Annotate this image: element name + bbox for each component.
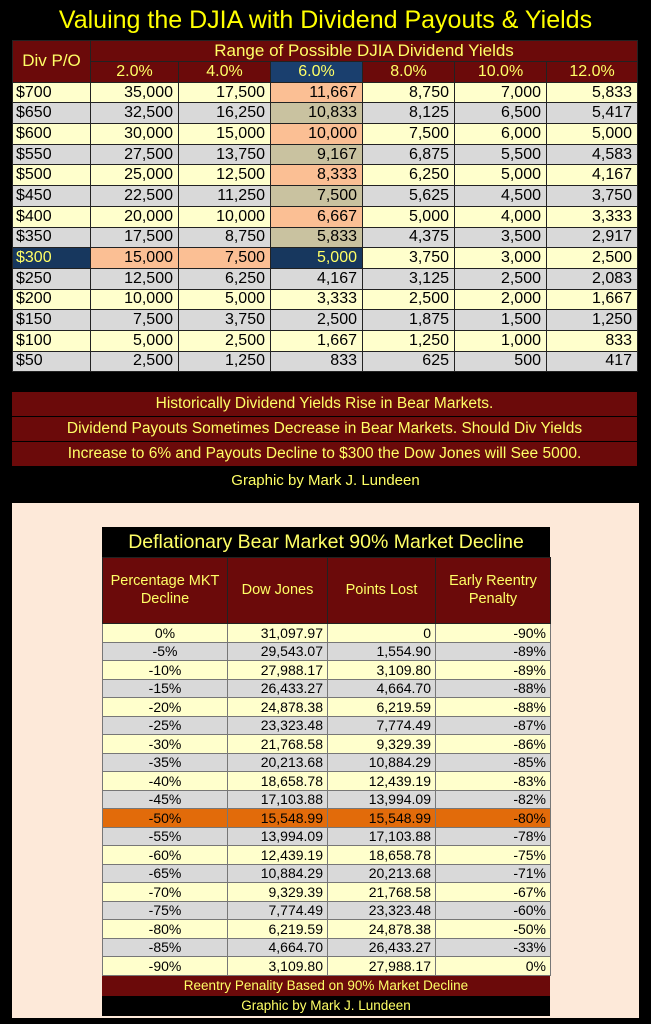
table-row [13,165,638,186]
value-cell: 21,768.58 [328,883,436,902]
table-row [103,938,551,957]
payout-cell: $300 [13,248,91,269]
value-cell: 31,097.97 [228,624,328,643]
value-cell: 5,000 [271,248,363,269]
yield-column-header: 10.0% [455,62,547,83]
table-row [13,103,638,124]
value-cell: 15,000 [179,124,271,145]
column-header: Points Lost [328,558,436,624]
value-cell: 4,167 [547,165,638,186]
value-cell: -89% [436,642,551,661]
value-cell: 2,500 [91,351,179,372]
value-cell: 2,500 [179,330,271,351]
value-cell: 18,658.78 [228,772,328,791]
value-cell: 3,109.80 [328,661,436,680]
value-cell: 4,375 [363,227,455,248]
value-cell: 10,833 [271,103,363,124]
value-cell: 5,000 [547,124,638,145]
value-cell: -40% [103,772,228,791]
value-cell: 5,000 [455,165,547,186]
value-cell: -90% [103,957,228,976]
table-row [13,124,638,145]
value-cell: 5,000 [179,289,271,310]
value-cell: -45% [103,790,228,809]
top-chart-title: Valuing the DJIA with Dividend Payouts & Yields [58,6,593,34]
value-cell: 5,833 [271,227,363,248]
value-cell: -75% [436,846,551,865]
value-cell: 3,333 [547,206,638,227]
value-cell: 1,500 [455,310,547,331]
table-row [103,864,551,883]
payout-cell: $450 [13,186,91,207]
value-cell: 7,774.49 [228,901,328,920]
value-cell: 6,250 [363,165,455,186]
payout-cell: $500 [13,165,91,186]
value-cell: -30% [103,735,228,754]
table-row [103,772,551,791]
value-cell: -88% [436,679,551,698]
value-cell: 3,750 [179,310,271,331]
value-cell: 12,500 [91,268,179,289]
value-cell: -55% [103,827,228,846]
value-cell: 0% [436,957,551,976]
value-cell: 30,000 [91,124,179,145]
value-cell: 6,219.59 [328,698,436,717]
bottom-credit: Graphic by Mark J. Lundeen [102,996,550,1016]
value-cell: -60% [103,846,228,865]
value-cell: 23,323.48 [328,901,436,920]
value-cell: -15% [103,679,228,698]
value-cell: 10,000 [179,206,271,227]
value-cell: 17,500 [91,227,179,248]
value-cell: 15,548.99 [228,809,328,828]
value-cell: 5,500 [455,144,547,165]
table-row [103,920,551,939]
value-cell: 20,213.68 [328,864,436,883]
yield-column-header: 6.0% [271,62,363,83]
table-row [103,883,551,902]
value-cell: -85% [436,753,551,772]
table-row [13,227,638,248]
dividend-yield-section [0,0,651,497]
value-cell: 24,878.38 [228,698,328,717]
dividend-yield-table [12,40,638,372]
bottom-note: Reentry Penality Based on 90% Market Decline [102,976,550,996]
value-cell: 16,250 [179,103,271,124]
value-cell: 7,774.49 [328,716,436,735]
payout-cell: $200 [13,289,91,310]
value-cell: 17,500 [179,82,271,103]
payout-cell: $250 [13,268,91,289]
value-cell: 4,000 [455,206,547,227]
value-cell: 625 [363,351,455,372]
value-cell: -70% [103,883,228,902]
value-cell: -82% [436,790,551,809]
value-cell: 7,500 [91,310,179,331]
payout-cell: $400 [13,206,91,227]
value-cell: 1,250 [363,330,455,351]
value-cell: 2,500 [547,248,638,269]
value-cell: 4,500 [455,186,547,207]
value-cell: 2,083 [547,268,638,289]
value-cell: 23,323.48 [228,716,328,735]
value-cell: 6,875 [363,144,455,165]
table-row [103,790,551,809]
value-cell: 24,878.38 [328,920,436,939]
table-row [13,289,638,310]
value-cell: 13,994.09 [228,827,328,846]
table-row [103,698,551,717]
value-cell: 27,988.17 [228,661,328,680]
table-row [103,753,551,772]
value-cell: 13,994.09 [328,790,436,809]
value-cell: -85% [103,938,228,957]
bottom-chart-title: Deflationary Bear Market 90% Market Decline [102,527,550,557]
value-cell: 2,917 [547,227,638,248]
value-cell: 500 [455,351,547,372]
value-cell: 10,000 [91,289,179,310]
table-row [103,679,551,698]
top-note-1: Historically Dividend Yields Rise in Bear Markets. [12,392,637,416]
value-cell: 4,664.70 [328,679,436,698]
value-cell: 7,500 [179,248,271,269]
value-cell: -88% [436,698,551,717]
value-cell: 15,548.99 [328,809,436,828]
value-cell: 7,000 [455,82,547,103]
value-cell: 1,554.90 [328,642,436,661]
value-cell: 2,000 [455,289,547,310]
value-cell: 15,000 [91,248,179,269]
value-cell: -67% [436,883,551,902]
value-cell: 13,750 [179,144,271,165]
payout-cell: $100 [13,330,91,351]
value-cell: -80% [436,809,551,828]
yield-column-header: 8.0% [363,62,455,83]
value-cell: 12,500 [179,165,271,186]
value-cell: 417 [547,351,638,372]
value-cell: 8,750 [363,82,455,103]
yield-column-header: 2.0% [91,62,179,83]
value-cell: -20% [103,698,228,717]
value-cell: 10,884.29 [328,753,436,772]
value-cell: 10,884.29 [228,864,328,883]
value-cell: 2,500 [271,310,363,331]
value-cell: 10,000 [271,124,363,145]
value-cell: 20,000 [91,206,179,227]
column-header: Early Reentry Penalty [436,558,551,624]
table-row [103,846,551,865]
value-cell: 27,500 [91,144,179,165]
value-cell: 0% [103,624,228,643]
div-po-header: Div P/O [13,41,91,83]
value-cell: 4,583 [547,144,638,165]
value-cell: 6,667 [271,206,363,227]
value-cell: -65% [103,864,228,883]
value-cell: 0 [328,624,436,643]
payout-cell: $700 [13,82,91,103]
value-cell: -50% [436,920,551,939]
value-cell: 1,250 [547,310,638,331]
value-cell: 1,250 [179,351,271,372]
table-row [13,310,638,331]
yield-column-header: 12.0% [547,62,638,83]
table-row [13,144,638,165]
value-cell: 35,000 [91,82,179,103]
value-cell: 32,500 [91,103,179,124]
value-cell: 6,250 [179,268,271,289]
value-cell: 3,109.80 [228,957,328,976]
value-cell: 25,000 [91,165,179,186]
value-cell: 5,417 [547,103,638,124]
payout-cell: $550 [13,144,91,165]
value-cell: 1,000 [455,330,547,351]
value-cell: 5,625 [363,186,455,207]
value-cell: 11,250 [179,186,271,207]
value-cell: -33% [436,938,551,957]
top-note-3: Increase to 6% and Payouts Decline to $300 the Dow Jones will See 5000. [12,442,637,466]
payout-cell: $650 [13,103,91,124]
value-cell: 26,433.27 [328,938,436,957]
value-cell: 11,667 [271,82,363,103]
table-row [103,735,551,754]
payout-cell: $150 [13,310,91,331]
value-cell: -50% [103,809,228,828]
value-cell: 21,768.58 [228,735,328,754]
value-cell: -90% [436,624,551,643]
value-cell: -87% [436,716,551,735]
value-cell: 12,439.19 [328,772,436,791]
value-cell: 4,167 [271,268,363,289]
value-cell: 6,500 [455,103,547,124]
payout-cell: $600 [13,124,91,145]
value-cell: 7,500 [271,186,363,207]
payout-cell: $350 [13,227,91,248]
value-cell: 4,664.70 [228,938,328,957]
value-cell: 3,750 [363,248,455,269]
table-row [103,716,551,735]
value-cell: 833 [271,351,363,372]
value-cell: 29,543.07 [228,642,328,661]
value-cell: 3,000 [455,248,547,269]
value-cell: 2,500 [455,268,547,289]
value-cell: -35% [103,753,228,772]
value-cell: 833 [547,330,638,351]
bear-market-table [102,557,551,976]
value-cell: 1,667 [547,289,638,310]
value-cell: -10% [103,661,228,680]
table-row [13,186,638,207]
value-cell: -25% [103,716,228,735]
value-cell: 3,125 [363,268,455,289]
value-cell: 7,500 [363,124,455,145]
value-cell: 3,750 [547,186,638,207]
value-cell: 1,667 [271,330,363,351]
value-cell: 9,167 [271,144,363,165]
payout-cell: $50 [13,351,91,372]
table-row [103,827,551,846]
value-cell: 27,988.17 [328,957,436,976]
value-cell: -83% [436,772,551,791]
value-cell: 6,000 [455,124,547,145]
value-cell: -75% [103,901,228,920]
value-cell: -78% [436,827,551,846]
value-cell: 9,329.39 [228,883,328,902]
value-cell: 12,439.19 [228,846,328,865]
value-cell: -86% [436,735,551,754]
table-row [103,809,551,828]
value-cell: -80% [103,920,228,939]
table-row [13,351,638,372]
value-cell: -5% [103,642,228,661]
value-cell: 6,219.59 [228,920,328,939]
table-row [13,206,638,227]
value-cell: 9,329.39 [328,735,436,754]
value-cell: 8,333 [271,165,363,186]
table-row [13,248,638,269]
value-cell: 20,213.68 [228,753,328,772]
yield-range-header: Range of Possible DJIA Dividend Yields [91,41,638,62]
table-row [103,624,551,643]
value-cell: 22,500 [91,186,179,207]
table-row [13,82,638,103]
value-cell: 18,658.78 [328,846,436,865]
value-cell: 5,000 [363,206,455,227]
table-row [103,661,551,680]
table-row [103,642,551,661]
table-row [103,901,551,920]
top-note-2: Dividend Payouts Sometimes Decrease in Bear Markets. Should Div Yields [12,417,637,441]
value-cell: -89% [436,661,551,680]
value-cell: 17,103.88 [228,790,328,809]
value-cell: 17,103.88 [328,827,436,846]
value-cell: -60% [436,901,551,920]
column-header: Percentage MKT Decline [103,558,228,624]
value-cell: 8,750 [179,227,271,248]
bear-market-table-wrap [102,527,550,1016]
top-credit: Graphic by Mark J. Lundeen [231,472,420,489]
value-cell: 26,433.27 [228,679,328,698]
value-cell: 8,125 [363,103,455,124]
value-cell: 3,333 [271,289,363,310]
value-cell: 3,500 [455,227,547,248]
value-cell: 5,833 [547,82,638,103]
value-cell: -71% [436,864,551,883]
value-cell: 5,000 [91,330,179,351]
value-cell: 2,500 [363,289,455,310]
yield-column-header: 4.0% [179,62,271,83]
column-header: Dow Jones [228,558,328,624]
table-row [103,957,551,976]
table-row [13,330,638,351]
table-row [13,268,638,289]
value-cell: 1,875 [363,310,455,331]
